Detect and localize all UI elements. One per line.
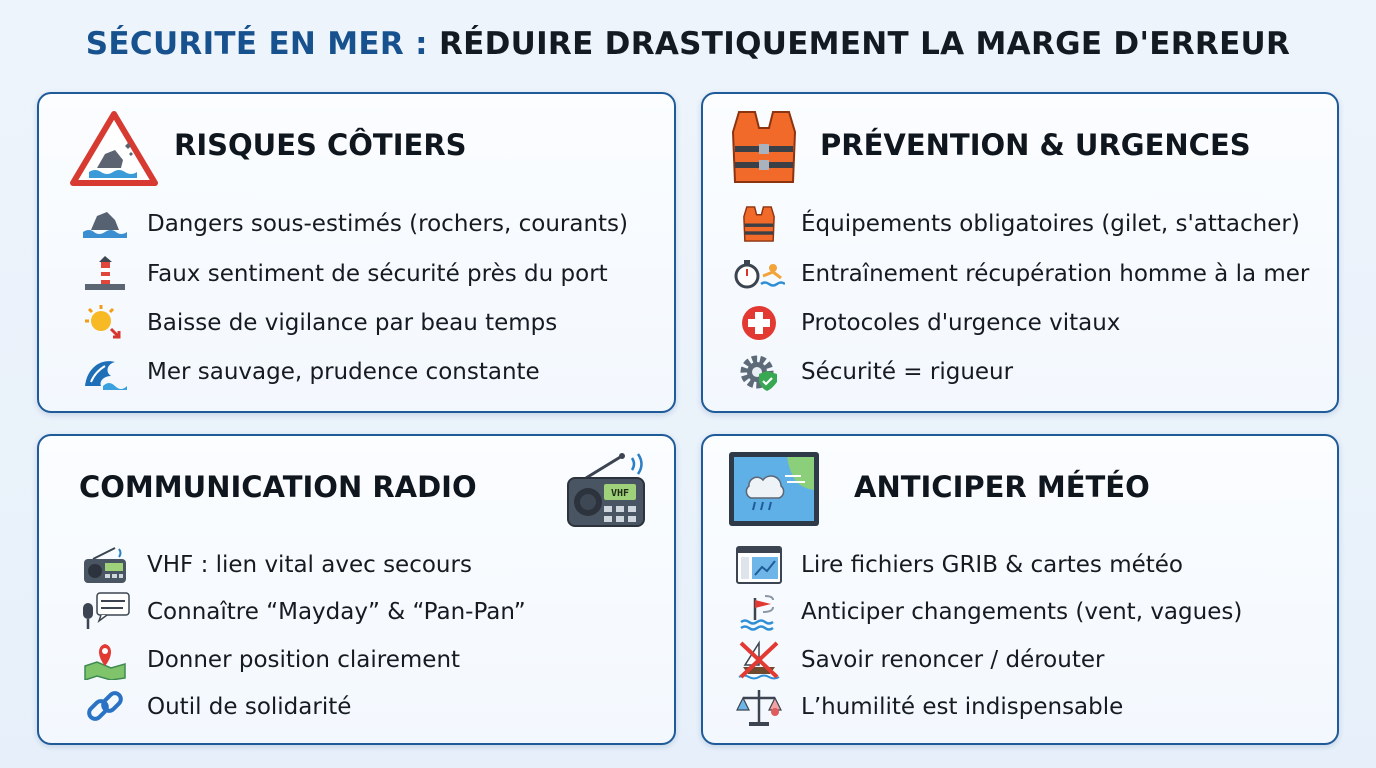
item-text: Savoir renoncer / dérouter bbox=[801, 647, 1105, 673]
list-item bbox=[79, 204, 628, 244]
card-title: COMMUNICATION RADIO bbox=[79, 470, 477, 504]
list-item bbox=[733, 303, 1120, 343]
title-part2: RÉDUIRE DRASTIQUEMENT LA MARGE D'ERREUR bbox=[438, 26, 1291, 62]
item-text: Faux sentiment de sécurité près du port bbox=[147, 261, 608, 287]
item-text: Baisse de vigilance par beau temps bbox=[147, 310, 558, 336]
vhf-screen-label: VHF bbox=[610, 488, 630, 499]
list-item bbox=[733, 545, 1183, 585]
sun-down-arrow-icon bbox=[79, 303, 131, 343]
rock-in-water-icon bbox=[79, 204, 131, 244]
balance-scale-icon bbox=[733, 687, 785, 727]
list-item bbox=[733, 592, 1242, 632]
list-item bbox=[79, 592, 526, 632]
card-title: ANTICIPER MÉTÉO bbox=[854, 470, 1150, 504]
stopwatch-swimmer-icon bbox=[733, 254, 785, 294]
radio-icon bbox=[79, 545, 131, 585]
weather-map-icon bbox=[727, 450, 821, 533]
item-text: VHF : lien vital avec secours bbox=[147, 552, 472, 578]
gear-shield-icon bbox=[733, 352, 785, 392]
list-item bbox=[733, 204, 1300, 244]
list-item bbox=[79, 640, 460, 680]
list-item bbox=[733, 687, 1123, 727]
list-item bbox=[733, 640, 1104, 680]
weather-chart-icon bbox=[733, 545, 785, 585]
card-title: PRÉVENTION & URGENCES bbox=[820, 128, 1251, 162]
list-item bbox=[79, 545, 472, 585]
item-text: Connaître “Mayday” & “Pan-Pan” bbox=[147, 599, 526, 625]
coastal-danger-sign-icon bbox=[69, 110, 159, 193]
chain-link-icon bbox=[79, 687, 131, 727]
list-item bbox=[733, 254, 1309, 294]
item-text: L’humilité est indispensable bbox=[801, 694, 1124, 720]
item-text: Équipements obligatoires (gilet, s'attacher) bbox=[801, 211, 1300, 237]
card-communication-radio bbox=[37, 434, 676, 745]
list-item bbox=[79, 352, 540, 392]
card-anticiper-meteo bbox=[701, 434, 1339, 745]
crossed-boat-icon bbox=[733, 640, 785, 680]
map-pin-icon bbox=[79, 640, 131, 680]
item-text: Donner position clairement bbox=[147, 647, 461, 673]
wind-vane-icon bbox=[733, 592, 785, 632]
page-title bbox=[0, 26, 1376, 62]
list-item bbox=[79, 254, 608, 294]
vhf-radio-icon bbox=[564, 450, 654, 535]
item-text: Dangers sous-estimés (rochers, courants) bbox=[147, 211, 629, 237]
life-jacket-icon bbox=[733, 204, 785, 244]
microphone-speech-icon bbox=[79, 592, 131, 632]
card-risques-cotiers bbox=[37, 92, 676, 413]
title-part1: SÉCURITÉ EN MER : bbox=[85, 26, 428, 62]
life-jacket-icon bbox=[729, 106, 799, 193]
item-text: Entraînement récupération homme à la mer bbox=[801, 261, 1310, 287]
first-aid-cross-icon bbox=[733, 303, 785, 343]
list-item bbox=[733, 352, 1013, 392]
item-text: Lire fichiers GRIB & cartes météo bbox=[801, 552, 1183, 578]
item-text: Mer sauvage, prudence constante bbox=[147, 359, 540, 385]
item-text: Anticiper changements (vent, vagues) bbox=[801, 599, 1243, 625]
list-item bbox=[79, 303, 557, 343]
wave-icon bbox=[79, 352, 131, 392]
list-item bbox=[79, 687, 351, 727]
card-prevention-urgences bbox=[701, 92, 1339, 413]
item-text: Outil de solidarité bbox=[147, 694, 352, 720]
lighthouse-icon bbox=[79, 254, 131, 294]
item-text: Sécurité = rigueur bbox=[801, 359, 1014, 385]
card-title: RISQUES CÔTIERS bbox=[174, 128, 467, 162]
item-text: Protocoles d'urgence vitaux bbox=[801, 310, 1121, 336]
